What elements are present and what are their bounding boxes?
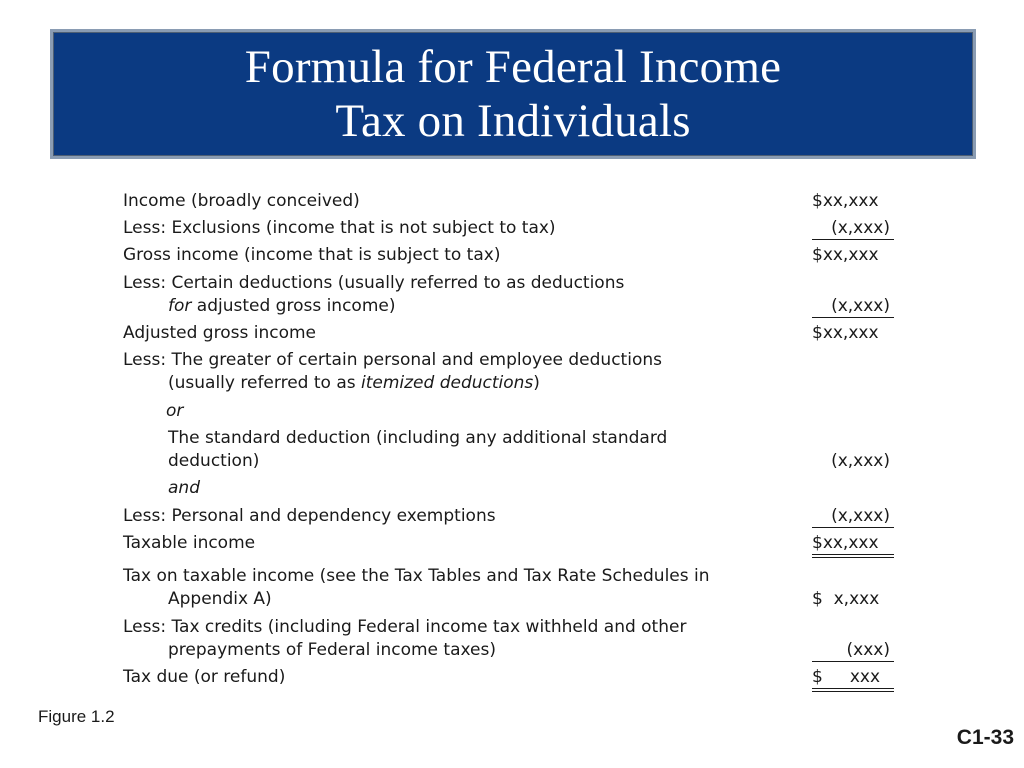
line-appendix: Appendix A) xyxy=(168,589,272,609)
amount-gross-income: $xx,xxx xyxy=(812,245,879,265)
itemized-pre: (usually referred to as xyxy=(168,373,361,393)
line-for-agi xyxy=(168,296,395,317)
amount-income: $xx,xxx xyxy=(812,191,879,211)
line-agi: Adjusted gross income xyxy=(123,323,316,343)
amount-credits: (xxx) xyxy=(812,640,894,662)
line-greater-of: Less: The greater of certain personal and employee deductions xyxy=(123,350,662,370)
figure-caption: Figure 1.2 xyxy=(38,707,115,726)
line-taxable-income: Taxable income xyxy=(123,533,256,553)
for-agi-text: adjusted gross income) xyxy=(191,296,396,316)
line-prepayments: prepayments of Federal income taxes) xyxy=(168,640,496,660)
line-deduction-end: deduction) xyxy=(168,451,260,471)
line-exclusions: Less: Exclusions (income that is not subject to tax) xyxy=(123,218,556,238)
title-banner xyxy=(50,29,976,159)
amount-tax: $ x,xxx xyxy=(812,589,880,609)
slide-number: C1-33 xyxy=(956,726,1014,749)
line-and: and xyxy=(168,478,200,498)
amount-for-agi: (x,xxx) xyxy=(812,296,894,318)
amount-agi: $xx,xxx xyxy=(812,323,879,343)
line-certain-deductions: Less: Certain deductions (usually referred to as deductions xyxy=(123,273,625,293)
line-exemptions: Less: Personal and dependency exemptions xyxy=(123,506,496,526)
itemized-emphasis: itemized deductions xyxy=(361,373,534,393)
line-tax-on-taxable: Tax on taxable income (see the Tax Tables and Tax Rate Schedules in xyxy=(123,566,710,586)
amount-exclusions: (x,xxx) xyxy=(812,218,894,240)
line-itemized xyxy=(168,373,540,394)
line-gross-income: Gross income (income that is subject to tax) xyxy=(123,245,501,265)
line-tax-due: Tax due (or refund) xyxy=(123,667,286,687)
for-emphasis: for xyxy=(168,296,192,316)
line-or: or xyxy=(166,401,184,421)
amount-taxable-income: $xx,xxx xyxy=(812,533,894,558)
amount-tax-due: $ xxx xyxy=(812,667,894,692)
line-income: Income (broadly conceived) xyxy=(123,191,360,211)
line-tax-credits: Less: Tax credits (including Federal income tax withheld and other xyxy=(123,617,687,637)
title-line-1: Formula for Federal Income xyxy=(244,41,782,93)
amount-deduction: (x,xxx) xyxy=(831,451,890,471)
line-standard-deduction: The standard deduction (including any additional standard xyxy=(168,428,668,448)
itemized-post: ) xyxy=(533,373,540,393)
amount-exemptions: (x,xxx) xyxy=(812,506,894,528)
title-line-2: Tax on Individuals xyxy=(335,95,691,147)
